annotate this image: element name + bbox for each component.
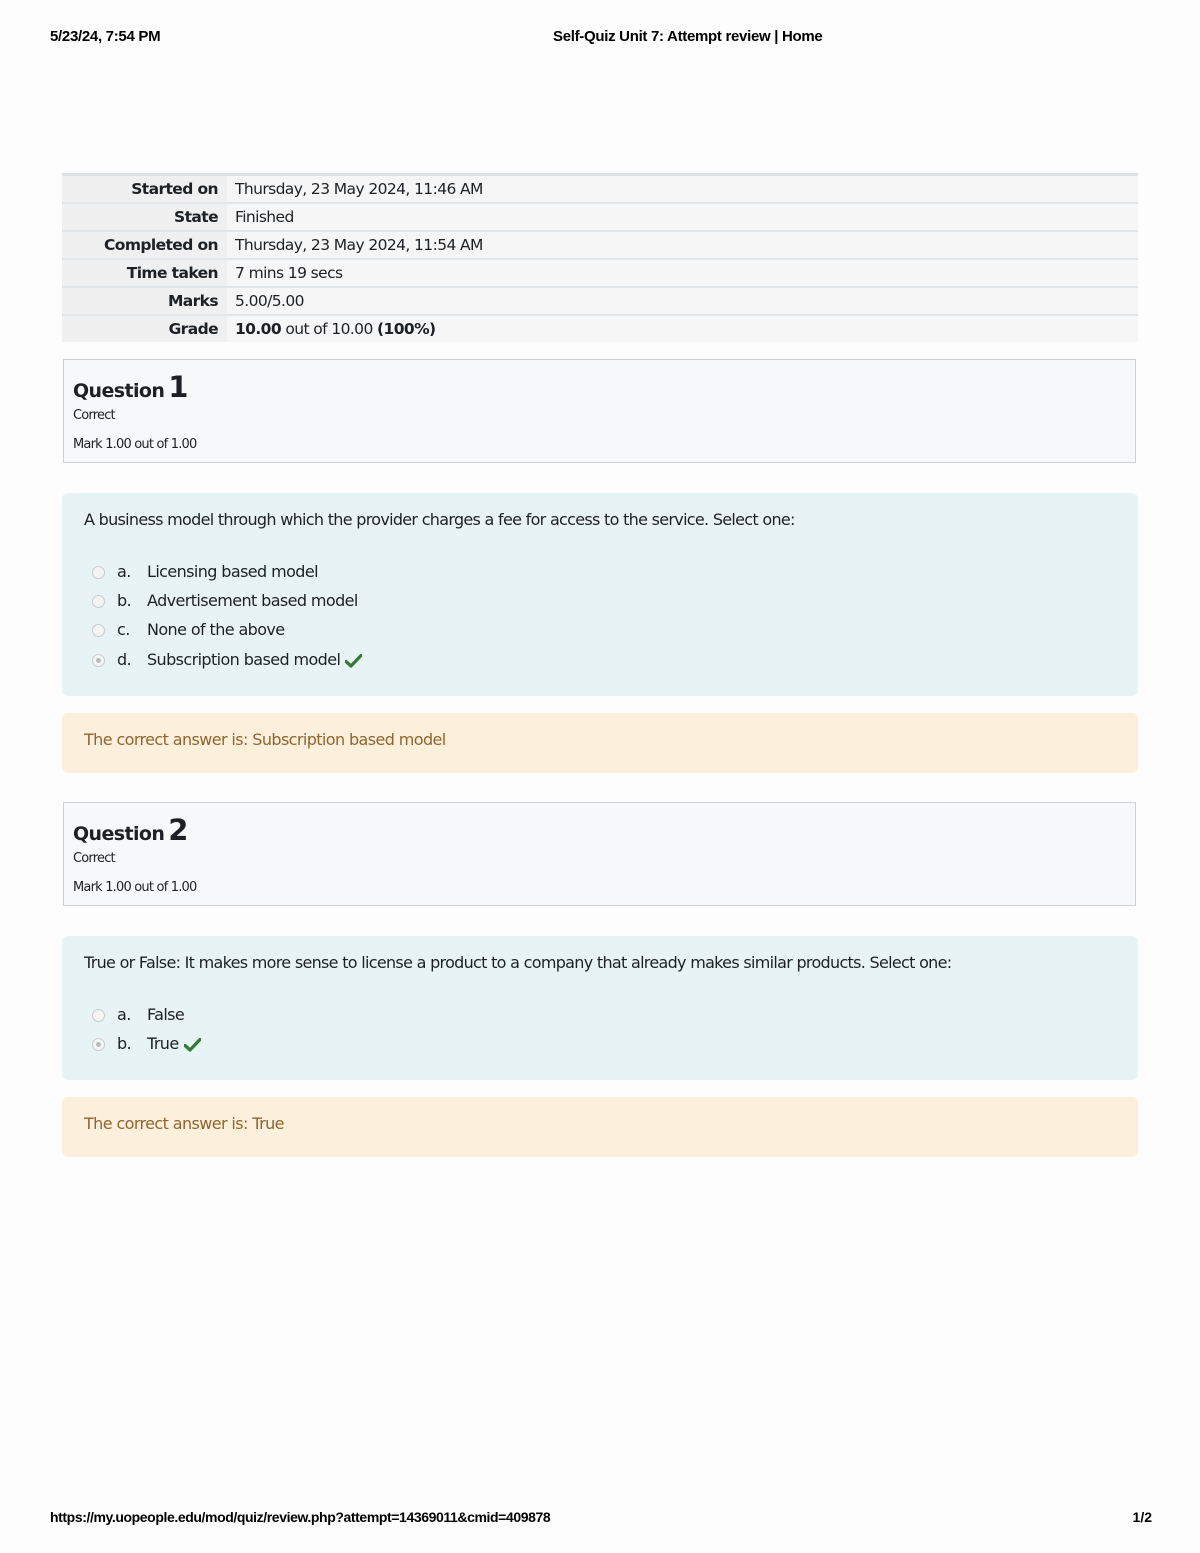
summary-label: Time taken [62,259,227,287]
answer-text: True [147,1034,179,1053]
print-header [50,28,1150,48]
correct-answer-text: The correct answer is: True [84,1114,284,1133]
answer-text-wrap [147,650,362,669]
attempt-summary-table [62,173,1138,342]
grade-score: 10.00 [235,320,282,338]
check-icon [345,654,362,668]
question-heading: Question [73,823,165,845]
radio-button[interactable] [92,595,105,608]
summary-value: 7 mins 19 secs [227,259,1138,287]
answer-text: False [147,1005,185,1024]
radio-button[interactable] [92,566,105,579]
question-heading: Question [73,380,165,402]
question-number: 2 [168,813,188,847]
grade-percent: (100%) [377,320,436,338]
check-icon [184,1038,201,1052]
answer-letter: b. [117,591,132,610]
question-state: Correct [73,408,115,423]
answer-text-wrap [147,1034,201,1053]
question-feedback [62,1097,1138,1157]
question-info [63,359,1136,463]
summary-label: Grade [62,315,227,342]
summary-row-completed [62,231,1138,259]
summary-label: Started on [62,175,227,204]
answer-letter: a. [117,562,131,581]
answer-text: None of the above [147,620,285,639]
summary-value: 5.00/5.00 [227,287,1138,315]
summary-value: Thursday, 23 May 2024, 11:54 AM [227,231,1138,259]
answer-text: Subscription based model [147,650,341,669]
question-state: Correct [73,851,115,866]
summary-row-state [62,203,1138,231]
question-title [73,813,188,847]
question-formulation [62,936,1138,1080]
print-page-title: Self-Quiz Unit 7: Attempt review | Home [553,28,823,45]
answer-text: Advertisement based model [147,591,358,610]
question-text: A business model through which the provider charges a fee for access to the service. Select one: [84,510,795,529]
summary-value [227,315,1138,342]
answer-letter: d. [117,650,132,669]
question-number: 1 [168,370,188,404]
grade-out-of: out of 10.00 [281,320,378,338]
summary-row-marks [62,287,1138,315]
print-footer [50,1509,1152,1529]
summary-value: Finished [227,203,1138,231]
question-feedback [62,713,1138,773]
question-grade: Mark 1.00 out of 1.00 [73,437,197,452]
summary-label: Completed on [62,231,227,259]
question-text: True or False: It makes more sense to license a product to a company that already makes similar products. Select one: [84,953,952,972]
summary-row-grade [62,315,1138,342]
summary-label: Marks [62,287,227,315]
print-date: 5/23/24, 7:54 PM [50,28,161,45]
print-url: https://my.uopeople.edu/mod/quiz/review.php?attempt=14369011&cmid=409878 [50,1509,551,1525]
summary-value: Thursday, 23 May 2024, 11:46 AM [227,175,1138,204]
answer-text: Licensing based model [147,562,318,581]
answer-letter: b. [117,1034,132,1053]
summary-row-started [62,175,1138,204]
radio-button[interactable] [92,624,105,637]
radio-button-selected[interactable] [92,1038,105,1051]
answer-letter: a. [117,1005,131,1024]
correct-answer-text: The correct answer is: Subscription based model [84,730,446,749]
question-formulation [62,493,1138,696]
question-grade: Mark 1.00 out of 1.00 [73,880,197,895]
radio-button[interactable] [92,1009,105,1022]
print-page-number: 1/2 [1132,1509,1152,1525]
question-title [73,370,188,404]
question-info [63,802,1136,906]
summary-row-time-taken [62,259,1138,287]
answer-letter: c. [117,620,130,639]
summary-label: State [62,203,227,231]
radio-button-selected[interactable] [92,654,105,667]
